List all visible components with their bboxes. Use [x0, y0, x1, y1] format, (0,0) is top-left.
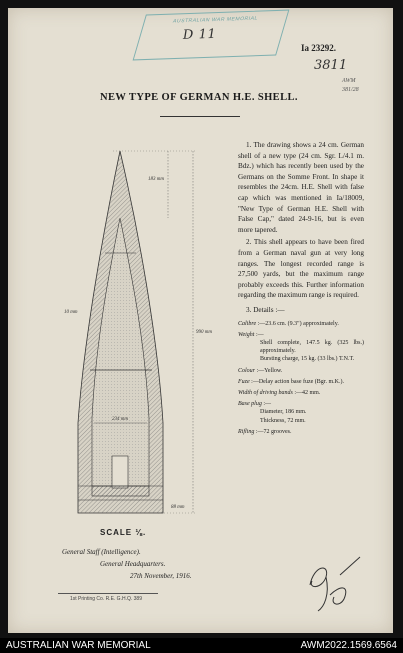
detail-subline: Shell complete, 147.5 kg. (325 lbs.) approximately.: [260, 339, 364, 355]
paragraph-1: 1. The drawing shows a 24 cm. German shell of a new type (24 cm. Sgr. L/4.1 m. Bdz.) which has recently been used by the Germans on the Somme Front. In shape it resembles the 24cm. H.E. Shell with false cap which was mentioned in Ia/18009, "New Type of German H.E. Shell with False Cap," dated 24-9-16, but is even more tapered.: [238, 141, 364, 234]
detail-calibre: [238, 320, 364, 328]
paragraph-2: 2. This shell appears to have been fired from a German naval gun at very long ranges. The longest recorded range is 27,500 yards, but the maximum range probably exceeds this. Further information regarding the maximum range is required.: [238, 238, 364, 300]
signature-line-1: General Staff (Intelligence).: [62, 548, 141, 556]
detail-subline: Diameter, 186 mm.: [260, 409, 307, 416]
detail-base-plug: [238, 400, 364, 425]
detail-value: :—23.6 cm. (9.3") approximately.: [257, 320, 339, 327]
handwritten-note-line-1: AWM: [342, 78, 356, 84]
document-title: NEW TYPE OF GERMAN H.E. SHELL.: [100, 92, 298, 103]
footer-accession-number: AWM2022.1569.6564: [300, 640, 397, 651]
detail-label: Colour: [238, 367, 256, 374]
detail-label: Rifling: [238, 428, 255, 435]
detail-value: :—Yellow.: [256, 367, 283, 374]
handwritten-initials: [300, 555, 370, 615]
archive-footer-bar: [0, 638, 403, 653]
detail-value: :—: [263, 401, 272, 408]
detail-label: Calibre: [238, 320, 257, 327]
detail-label: Fuze: [238, 378, 250, 385]
detail-label: Weight: [238, 331, 255, 338]
details-list: [238, 320, 364, 436]
detail-fuze: [238, 378, 364, 386]
printer-divider: [58, 593, 158, 594]
signature-date: 27th November, 1916.: [130, 572, 192, 580]
printer-imprint: 1st Printing Co. R.E. G.H.Q. 389: [70, 596, 142, 602]
detail-label: Base plug: [238, 401, 262, 408]
stamp-text: AUSTRALIAN WAR MEMORIAL: [172, 15, 259, 25]
detail-driving-bands: [238, 389, 364, 397]
stamp-handwritten-number: D 11: [182, 26, 217, 43]
detail-value: :—42 mm.: [294, 389, 321, 396]
footer-institution: AUSTRALIAN WAR MEMORIAL: [6, 640, 151, 651]
detail-rifling: [238, 428, 364, 436]
dimension-label-inner: 234 mm: [112, 417, 128, 422]
dimension-label-top: 183 mm: [148, 177, 164, 182]
detail-weight: [238, 331, 364, 364]
document-reference: Ia 23292.: [301, 43, 337, 53]
base-plug: [92, 486, 149, 496]
dimension-label-side: 10 mm: [64, 310, 78, 315]
base-fuze: [112, 456, 128, 488]
detail-value: :—: [255, 331, 264, 338]
dimension-label-total: 990 mm: [196, 330, 212, 335]
dimension-label-base: 88 mm: [171, 505, 185, 510]
signature-line-2: General Headquarters.: [100, 560, 166, 568]
handwritten-note-line-2: 381/28: [342, 87, 359, 93]
detail-value: :—Delay action base fuze (Bgr. m.K.).: [251, 378, 344, 385]
detail-subline: Bursting charge, 15 kg. (33 lbs.) T.N.T.: [260, 356, 355, 363]
detail-subline: Thickness, 72 mm.: [260, 417, 306, 424]
shell-cross-section-drawing: [8, 8, 238, 528]
detail-value: :—72 grooves.: [255, 428, 292, 435]
handwritten-catalogue-number: 3811: [314, 58, 348, 73]
detail-colour: [238, 367, 364, 375]
details-heading: 3. Details :—: [246, 305, 285, 314]
body-text-column: [238, 140, 364, 439]
drawing-scale: SCALE ⅛.: [100, 528, 147, 537]
detail-label: Width of driving bands: [238, 389, 293, 396]
